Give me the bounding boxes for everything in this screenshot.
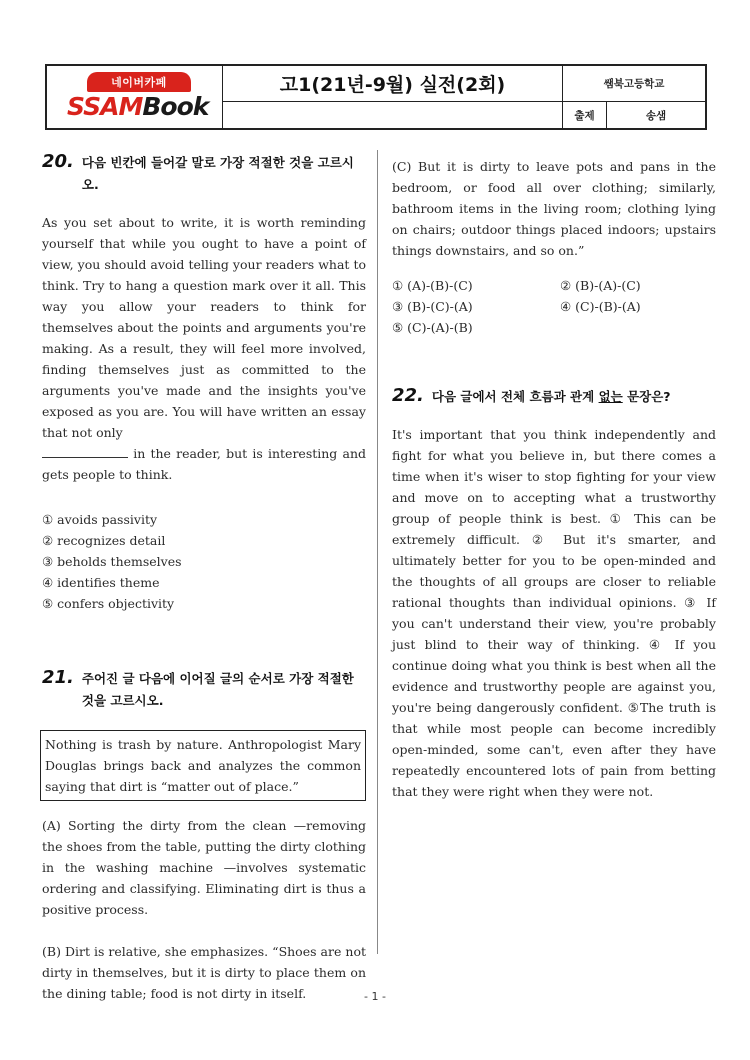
title-cell xyxy=(223,66,563,102)
paragraph-b: (B) Dirt is relative, she emphasizes. “Shoes are not dirty in themselves, but it is dirty to place them on the dining table; food is not dirty in itself. xyxy=(42,944,366,1001)
question-prompt: 다음 빈칸에 들어갈 말로 가장 적절한 것을 고르시오. xyxy=(81,155,354,192)
header-table xyxy=(45,64,707,130)
question-22-passage: It's important that you think independently and fight for what you believe in, but there comes a time when it's wiser to stop fighting for your view and move on to accepting what a trustworthy group of people think is best. ① This can be extremely difficult. ② But it's smarter, and ultimately better for you to be open-minded and the thoughts of all groups are closer to reliable rational thoughts than individual opinions. ③ If you can't understand their view, you're probably just blind to their way of thinking. ④ If you continue doing what you think is best when all the evidence and trustworthy people are against you, you're being dangerously confident. ⑤The truth is that while most people can become incredibly open-minded, some can't, even after they have repeatedly encountered lots of pain from betting that they were right when they were not. xyxy=(392,427,716,799)
question-20-choices xyxy=(42,509,366,614)
paragraph-a: (A) Sorting the dirty from the clean —removing the shoes from the table, putting the dirty clothing in the washing machine —involves systematic ordering and classifying. Eliminating dirt is thus a positive process. xyxy=(42,818,366,917)
given-passage: Nothing is trash by nature. Anthropologist Mary Douglas brings back and analyzes the common saying that dirt is “matter out of place.” xyxy=(45,737,361,794)
author-label-cell xyxy=(563,102,607,128)
school-cell xyxy=(563,66,705,102)
choice[interactable]: ④ identifies theme xyxy=(42,575,160,590)
choice[interactable]: ④ (C)-(B)-(A) xyxy=(560,299,641,314)
question-21-heading xyxy=(42,668,366,712)
left-column xyxy=(42,152,366,1004)
choice[interactable]: ③ beholds themselves xyxy=(42,554,182,569)
logo xyxy=(47,66,223,128)
answer-blank xyxy=(42,445,128,458)
logo-badge: 네이버카페 xyxy=(87,72,191,92)
choice[interactable]: ② recognizes detail xyxy=(42,533,166,548)
logo-wordmark: SSAMBook xyxy=(67,92,209,121)
choice[interactable]: ⑤ (C)-(A)-(B) xyxy=(392,320,473,335)
choice[interactable]: ① avoids passivity xyxy=(42,512,158,527)
right-column xyxy=(392,152,716,802)
question-number: 21. xyxy=(42,667,74,688)
question-20-passage: As you set about to write, it is worth reminding yourself that while you ought to have a point of view, you should avoid telling your readers what to think. Try to hang a question mark over it all. This way you allow your readers to think for themselves about the points and arguments you're making. As a result, they will feel more involved, finding themselves just as committed to the arguments you've made and the insights you've exposed as you are. You will have written an essay that not only in the reader, but is interesting and gets people to think. xyxy=(42,215,366,482)
author-cell xyxy=(607,102,705,128)
author-label: 출제 xyxy=(574,109,595,122)
school-name: 쌤북고등학교 xyxy=(603,78,665,90)
underlined-word: 없는 xyxy=(598,389,623,404)
question-prompt: 주어진 글 다음에 이어질 글의 순서로 가장 적절한 것을 고르시오. xyxy=(81,671,354,708)
choice[interactable]: ② (B)-(A)-(C) xyxy=(560,278,641,293)
question-20-heading xyxy=(42,152,366,196)
question-22-heading xyxy=(392,386,716,408)
author-name: 송샘 xyxy=(645,109,667,122)
question-prompt: 다음 글에서 전체 흐름과 관계 없는 문장은? xyxy=(431,389,671,404)
question-number: 22. xyxy=(392,385,424,406)
choice[interactable]: ⑤ confers objectivity xyxy=(42,596,175,611)
page-number: - 1 - xyxy=(364,990,386,1003)
page-title: 고1(21년-9월) 실전(2회) xyxy=(279,74,506,96)
choice[interactable]: ③ (B)-(C)-(A) xyxy=(392,299,473,314)
question-number: 20. xyxy=(42,151,74,172)
column-divider xyxy=(377,150,378,954)
title-subcell xyxy=(223,102,563,128)
paragraph-c: (C) But it is dirty to leave pots and pans in the bedroom, or food all over clothing; similarly, bathroom items in the living room; clothing lying on chairs; outdoor things placed indoors; upstairs things downstairs, and so on.” xyxy=(392,159,716,258)
choice[interactable]: ① (A)-(B)-(C) xyxy=(392,278,473,293)
question-21-choices xyxy=(392,275,716,338)
given-passage-box xyxy=(40,730,366,801)
